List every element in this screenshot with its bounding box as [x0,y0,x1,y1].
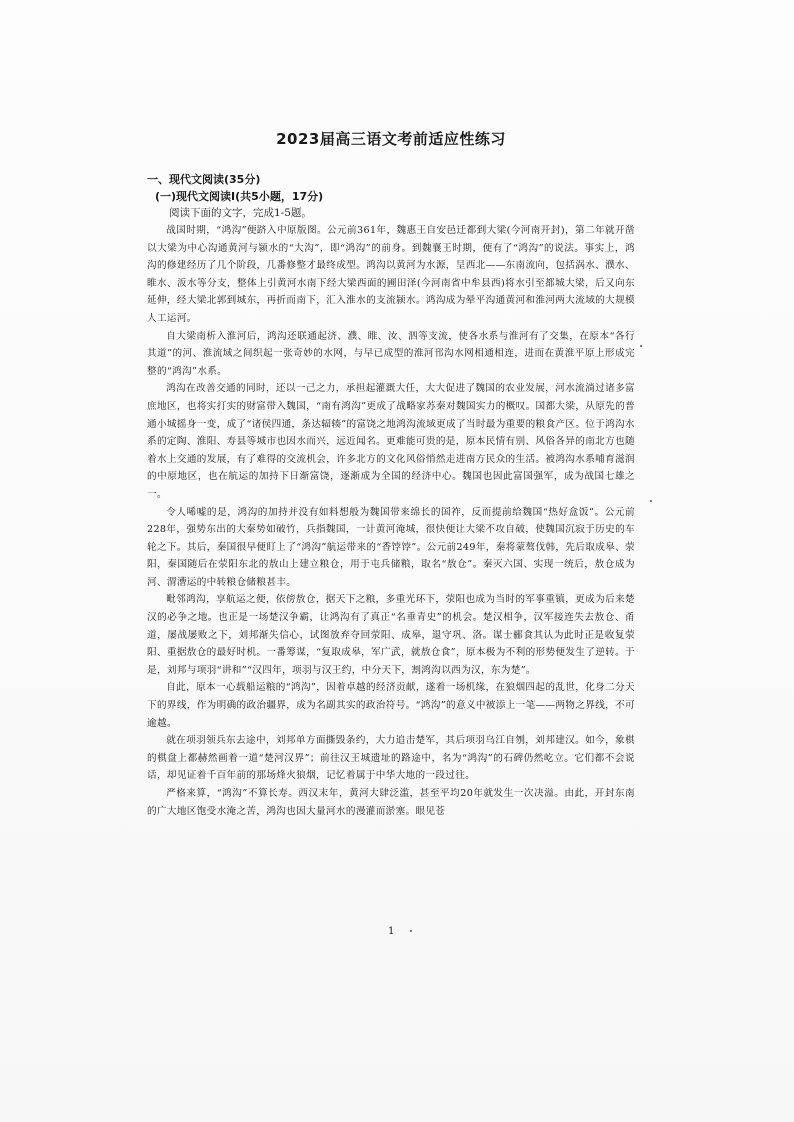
paragraph-6: 自此，原本一心载船运粮的“鸿沟”，因着卓越的经济贡献，遂着一场机缘，在狼烟四起的乱世，化身二分天下的界线，作为明确的政治疆界，成为名副其实的政治符号。“鸿沟”的意义中被添上一笔——两物之界线，不可逾越。 [147,682,635,729]
scan-speck [640,345,642,347]
scan-speck [410,930,412,932]
paragraph-5: 毗邻鸿沟，享航运之便，依傍敖仓，据天下之粮，多重光环下，荥阳也成为当时的军事重镇，更成为后来楚汉的必争之地。也正是一场楚汉争霸，让鸿沟有了真正“名垂青史”的机会。楚汉相争，汉军接连失去敖仓、甬道，屡战屡败之下，刘邦渐失信心，试图放弃夺回荥阳、成皋，退守巩、洛。谋士郦食其认为此时正是收复荥阳、重据敖仓的最好时机。一番筹谋，“复取成皋，军广武，就敖仓食”，原本极为不利的形势便发生了逆转。于是，刘邦与项羽“讲和”“汉四年，项羽与汉王约，中分天下，割鸿沟以西为汉，东为楚”。 [147,594,635,676]
document-body [147,128,635,820]
document-title: 2023届高三语文考前适应性练习 [276,130,506,148]
paragraph-7: 就在项羽领兵东去途中，刘邦单方面撕毁条约，大力追击楚军，其后项羽乌江自刎，刘邦建汉。如今，象棋的棋盘上都赫然画着一道“楚河汉界”；前往汉王城遗址的路途中，名为“鸿沟”的石碑仍然屹立。它们都不会说话，却见证着千百年前的那场烽火狼烟，记忆着属于中华大地的一段过往。 [147,735,635,782]
reading-instruction: 阅读下面的文字，完成1-5题。 [169,207,312,219]
paragraph-1: 战国时期，“鸿沟”便跻入中原版图。公元前361年，魏惠王自安邑迁都到大梁(今河南开封)，第二年就开凿以大梁为中心沟通黄河与颍水的“大沟”，即“鸿沟”的前身。到魏襄王时期，便有了“鸿沟”的说法。事实上，鸿沟的修建经历了几个阶段，几番修整才最终成型。鸿沟以黄河为水源，呈西北——东南流向，包括涡水、濮水、睢水、汳水等分支，整体上引黄河水南下经大梁西面的圃田泽(今河南省中牟县西)将水引至都城大梁，后又向东延伸，经大梁北郭到城东，再折而南下，汇入淮水的支流颍水。鸿沟成为晕平沟通黄河和淮河两大流域的大规模人工运河。 [147,225,635,324]
section-heading: 一、现代文阅读(35分) [147,173,261,186]
paragraph-2: 自大梁南析入淮河后，鸿沟还联通起济、濮、睢、汝、泗等支流，使各水系与淮河有了交集，在原本“各行其道”的河、淮流域之间织起一张奇妙的水网，与早已成型的淮河邗沟水网相通相连，进而在黄淮平原上形成完整的“鸿沟”水系。 [147,330,635,377]
paragraph-3: 鸿沟在改善交通的同时，还以一己之力，承担起灌溉大任，大大促进了魏国的农业发展，河水流淌过诸多富庶地区，也将实打实的财富带入魏国，“南有鸿沟”更成了战略家苏秦对魏国实力的概叹。国都大梁，从原先的普通小城摇身一变，成了“诸侯四通，条达辐辏”的富饶之地鸿沟流域更成了当时最为重要的粮食产区。位于鸿沟水系的定陶、淮阳、寿县等城市也因水而兴，远近闻名。更难能可贵的是，原本民情有别、风俗各异的南北方也随着水上交通的发展，有了难得的交流机会，许多北方的文化风俗悄然走进南方民众的生活。被鸿沟水系哺育滋润的中原地区，也在航运的加持下日渐富饶，逐渐成为全国的经济中心。魏国也因此富国强军，成为战国七雄之一。 [147,383,635,500]
page-number: 1 [388,926,395,937]
subsection-heading: (一)现代文阅读Ⅰ(共5小题，17分) [155,190,324,203]
paragraph-8: 严格来算，“鸿沟”不算长寿。西汉末年，黄河大肆泛滥，甚至平均20年就发生一次决溢。由此，开封东南的广大地区饱受水淹之苦，鸿沟也因大量河水的漫灌而淤塞。眼见苍 [147,788,635,817]
scan-speck [650,500,652,502]
paragraph-4: 令人唏嘘的是，鸿沟的加持并没有如料想般为魏国带来绵长的国祚，反而提前给魏国“热好盒饭”。公元前228年，强势东出的大秦势如破竹，兵指魏国，一计黄河淹城，很快便让大梁不攻自破，使魏国沉寂于历史的车轮之下。其后，秦国很早便盯上了“鸿沟”航运带来的“香饽饽”。公元前249年，秦将蒙骜伐韩，先后取成皋、荥阳，秦国随后在荥阳东北的敖山上建立粮仓，用于屯兵储粮，取名“敖仓”。秦灭六国、实现一统后，敖仓成为河、渭漕运的中转粮仓储粮甚丰。 [147,506,635,588]
